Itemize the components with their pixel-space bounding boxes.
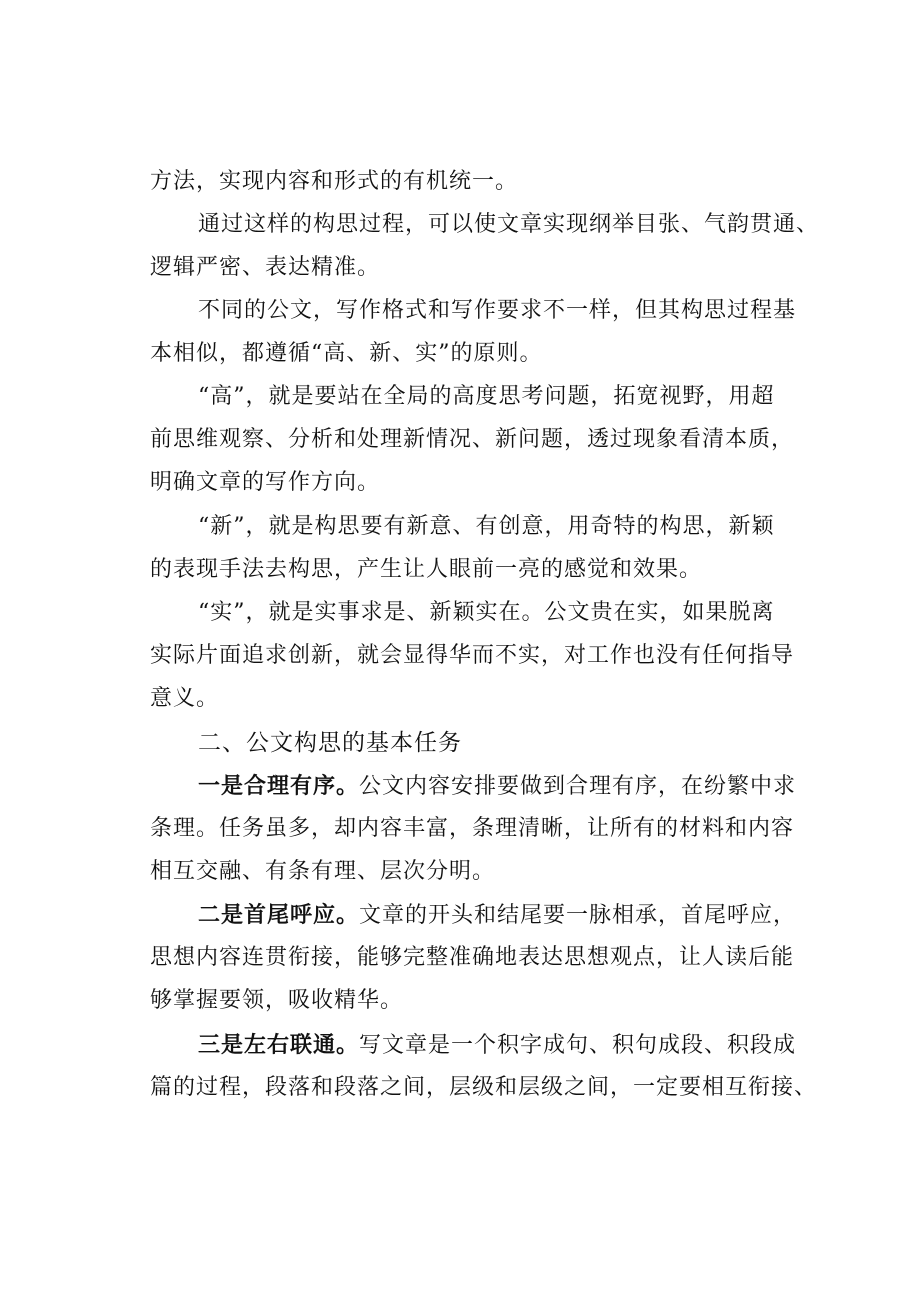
task-1-line-1-rest: 公文内容安排要做到合理有序，在纷繁中求 — [359, 774, 797, 799]
task-3-lead: 三是左右联通。 — [198, 1032, 360, 1058]
paragraph-2-line-1: 通过这样的构思过程，可以使文章实现纲举目张、气韵贯通、 — [198, 212, 820, 237]
section-heading: 二、公文构思的基本任务 — [198, 730, 462, 756]
task-1-line-3: 相互交融、有条有理、层次分明。 — [150, 859, 496, 884]
paragraph-6-line-3: 意义。 — [150, 686, 220, 711]
task-3-line-1-rest: 写文章是一个积字成句、积句成段、积段成 — [359, 1033, 797, 1058]
task-1-line-1 — [198, 771, 796, 802]
paragraph-4-line-3: 明确文章的写作方向。 — [150, 470, 381, 495]
task-1-line-2: 条理。任务虽多，却内容丰富，条理清晰，让所有的材料和内容 — [150, 816, 795, 841]
paragraph-6-line-2: 实际片面追求创新，就会显得华而不实，对工作也没有任何指导 — [150, 643, 795, 668]
task-2-lead: 二是首尾呼应。 — [198, 902, 360, 928]
task-3-line-2: 篇的过程，段落和段落之间，层级和层级之间，一定要相互衔接、 — [150, 1075, 818, 1100]
task-2-line-1-rest: 文章的开头和结尾要一脉相承，首尾呼应， — [359, 903, 797, 928]
task-2-line-3: 够掌握要领，吸收精华。 — [150, 988, 404, 1013]
task-1-lead: 一是合理有序。 — [198, 773, 360, 799]
paragraph-4-line-1: “高”，就是要站在全局的高度思考问题，拓宽视野，用超 — [198, 384, 775, 409]
task-3-line-1 — [198, 1030, 796, 1061]
paragraph-1-line-1: 方法，实现内容和形式的有机统一。 — [150, 169, 519, 194]
paragraph-5-line-2: 的表现手法去构思，产生让人眼前一亮的感觉和效果。 — [150, 557, 703, 582]
task-2-line-1 — [198, 900, 796, 931]
paragraph-6-line-1: “实”，就是实事求是、新颖实在。公文贵在实，如果脱离 — [198, 600, 775, 625]
paragraph-3-line-2: 本相似，都遵循“高、新、实”的原则。 — [150, 341, 543, 366]
paragraph-3-line-1: 不同的公文，写作格式和写作要求不一样，但其构思过程基 — [198, 298, 797, 323]
paragraph-4-line-2: 前思维观察、分析和处理新情况、新问题，透过现象看清本质， — [150, 427, 795, 452]
task-2-line-2: 思想内容连贯衔接，能够完整准确地表达思想观点，让人读后能 — [150, 945, 795, 970]
paragraph-2-line-2: 逻辑严密、表达精准。 — [150, 255, 381, 280]
paragraph-5-line-1: “新”，就是构思要有新意、有创意，用奇特的构思，新颖 — [198, 514, 775, 539]
